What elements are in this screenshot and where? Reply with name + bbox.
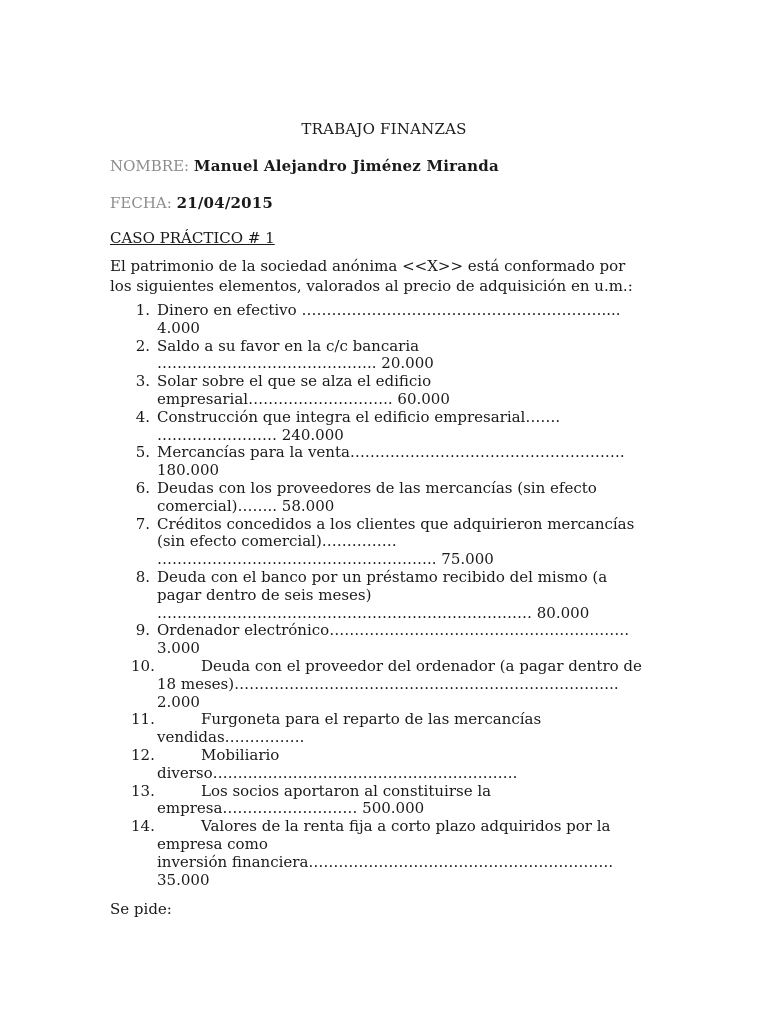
list-item bbox=[0, 569, 700, 622]
intro-line: los siguientes elementos, valorados al precio de adquisición en u.m.: bbox=[110, 277, 633, 295]
item-line: Créditos concedidos a los clientes que adquirieron mercancías bbox=[157, 514, 635, 533]
item-line bbox=[157, 658, 700, 676]
item-line-text: Deuda con el proveedor del ordenador (a pagar dentro de bbox=[201, 656, 642, 675]
item-number: 11. bbox=[131, 710, 155, 729]
item-line: Deuda con el banco por un préstamo recibido del mismo (a bbox=[157, 567, 608, 586]
item-number: 2. bbox=[135, 336, 150, 355]
item-line: …………………………………….. 20.000 bbox=[157, 354, 434, 373]
item-line: Saldo a su favor en la c/c bancaria bbox=[157, 336, 420, 355]
list-item bbox=[0, 658, 700, 711]
item-line-text: Los socios aportaron al constituirse la bbox=[201, 781, 492, 800]
item-number: 8. bbox=[135, 567, 150, 586]
list-item bbox=[0, 338, 700, 374]
item-line-text: Furgoneta para el reparto de las mercancías bbox=[201, 710, 542, 729]
item-line-text: Valores de la renta fija a corto plazo adquiridos por la bbox=[201, 817, 611, 836]
item-line: ………………………………………………………………… 80.000 bbox=[157, 603, 590, 622]
fecha-label: FECHA: bbox=[110, 194, 172, 212]
assets-list bbox=[0, 302, 700, 889]
item-line: (sin efecto comercial)…………… bbox=[157, 532, 397, 551]
fecha-field bbox=[110, 194, 273, 212]
list-item bbox=[0, 783, 700, 819]
item-line: 4.000 bbox=[157, 318, 200, 337]
item-number: 4. bbox=[135, 407, 150, 426]
item-line: Dinero en efectivo …………………………………………………….... bbox=[157, 301, 621, 319]
item-line: 35.000 bbox=[157, 870, 210, 889]
fecha-value: 21/04/2015 bbox=[176, 194, 274, 212]
intro-paragraph bbox=[110, 256, 670, 296]
item-line: 2.000 bbox=[157, 692, 200, 711]
item-number: 9. bbox=[135, 621, 150, 640]
item-number: 14. bbox=[131, 817, 155, 836]
caso-heading: CASO PRÁCTICO # 1 bbox=[110, 229, 275, 247]
nombre-value: Manuel Alejandro Jiménez Miranda bbox=[193, 157, 499, 175]
item-line: empresa como bbox=[157, 834, 268, 853]
item-number: 7. bbox=[135, 514, 150, 533]
item-line: 18 meses)………………………………………………………………….. bbox=[157, 674, 619, 693]
item-line: comercial)…….. 58.000 bbox=[157, 496, 335, 515]
item-line: ……………………………………………….. 75.000 bbox=[157, 550, 494, 569]
item-number: 6. bbox=[135, 478, 150, 497]
item-line: diverso……………………………………………………. bbox=[157, 763, 518, 782]
intro-line: El patrimonio de la sociedad anónima <<X>> está conformado por bbox=[110, 257, 626, 275]
item-line: inversión financiera……………………………………………………. bbox=[157, 852, 614, 871]
item-line: vendidas……………. bbox=[157, 728, 305, 747]
item-line: pagar dentro de seis meses) bbox=[157, 585, 372, 604]
item-line: …………………… 240.000 bbox=[157, 425, 344, 444]
item-number: 3. bbox=[135, 372, 150, 391]
nombre-label: NOMBRE: bbox=[110, 157, 190, 175]
list-item bbox=[0, 444, 700, 480]
document-title: TRABAJO FINANZAS bbox=[301, 120, 467, 138]
list-item bbox=[0, 818, 700, 889]
item-line: Construcción que integra el edificio empresarial……. bbox=[157, 407, 561, 426]
item-line bbox=[157, 818, 700, 836]
item-number: 13. bbox=[131, 781, 155, 800]
item-number: 1. bbox=[135, 301, 150, 319]
nombre-field bbox=[110, 157, 499, 175]
list-item bbox=[0, 516, 700, 569]
se-pide-label: Se pide: bbox=[110, 900, 172, 918]
item-line: empresa……………………… 500.000 bbox=[157, 799, 425, 818]
item-line bbox=[157, 711, 700, 729]
item-line: Ordenador electrónico…………………………………………………… bbox=[157, 621, 630, 640]
item-line: Deudas con los proveedores de las mercancías (sin efecto bbox=[157, 478, 597, 497]
item-number: 5. bbox=[135, 443, 150, 462]
list-item bbox=[0, 373, 700, 409]
list-item bbox=[0, 409, 700, 445]
item-line: 180.000 bbox=[157, 461, 220, 480]
item-line: Mercancías para la venta………………………………………………. bbox=[157, 443, 625, 462]
item-number: 10. bbox=[131, 656, 155, 675]
item-line-text: Mobiliario bbox=[201, 745, 280, 764]
list-item bbox=[0, 622, 700, 658]
list-item bbox=[0, 302, 700, 338]
item-line: empresarial……………………….. 60.000 bbox=[157, 389, 450, 408]
list-item bbox=[0, 711, 700, 747]
item-line: Solar sobre el que se alza el edificio bbox=[157, 372, 432, 391]
list-item bbox=[0, 480, 700, 516]
item-number: 12. bbox=[131, 745, 155, 764]
item-line bbox=[157, 747, 700, 765]
list-item bbox=[0, 747, 700, 783]
item-line: 3.000 bbox=[157, 639, 200, 658]
item-line bbox=[157, 783, 700, 801]
